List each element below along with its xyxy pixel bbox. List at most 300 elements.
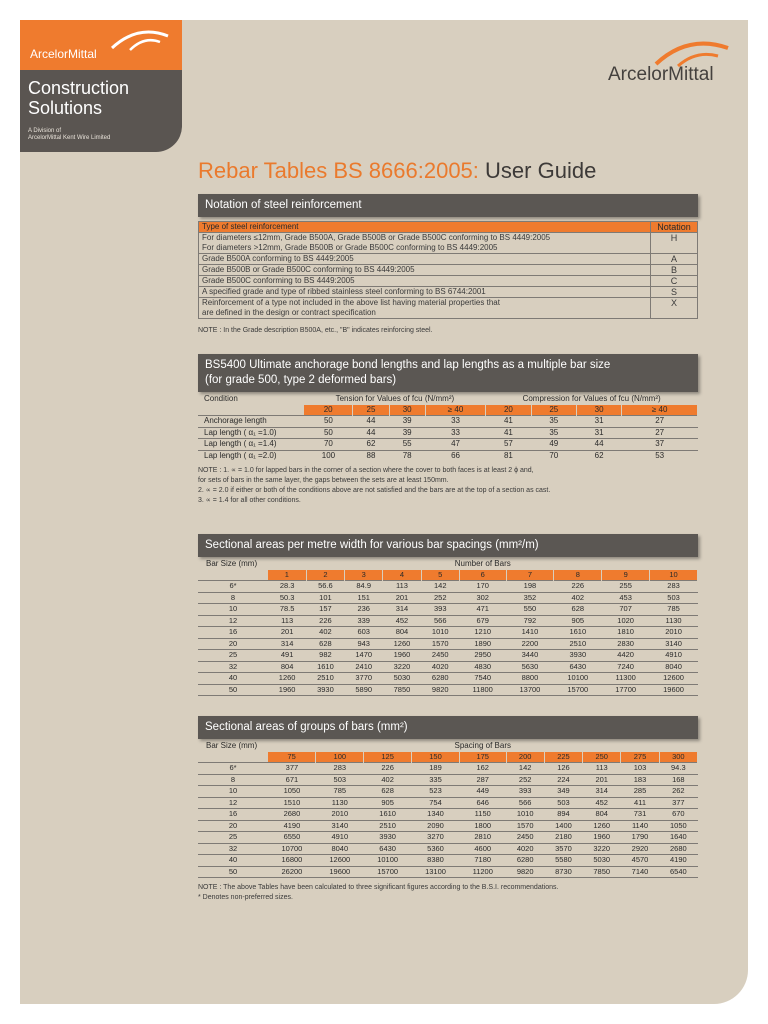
cell: 302 (459, 592, 506, 604)
cell: 1610 (306, 661, 344, 673)
notation-code: A (651, 254, 698, 265)
cell: 4190 (268, 820, 316, 832)
row-label: Lap length ( α₁ =2.0) (198, 450, 304, 461)
col-condition-header: Condition (204, 394, 238, 403)
cell: 28.3 (268, 581, 306, 593)
cell: 453 (602, 592, 650, 604)
cell: 4910 (316, 832, 364, 844)
cell: 6280 (421, 673, 459, 685)
subheader-cell: 150 (412, 752, 460, 763)
subheader-cell: 225 (544, 752, 582, 763)
subheader-row (198, 752, 698, 763)
cell: 50 (304, 416, 353, 428)
cell: 252 (506, 774, 544, 786)
bar-size-cell: 6* (198, 763, 268, 775)
table-row (199, 276, 698, 287)
cell: 5030 (383, 673, 421, 685)
subheader-cell: 30 (389, 405, 425, 416)
cell: 13700 (506, 684, 554, 696)
cell: 3140 (316, 820, 364, 832)
cell: 12600 (316, 855, 364, 867)
cell: 1610 (554, 627, 602, 639)
cell: 113 (268, 615, 306, 627)
table-row (198, 592, 698, 604)
cell: 4020 (421, 661, 459, 673)
bar-size-cell: 16 (198, 809, 268, 821)
cell: 16800 (268, 855, 316, 867)
cell: 943 (345, 638, 383, 650)
subheader-cell: ≥ 40 (622, 405, 698, 416)
cell: 628 (554, 604, 602, 616)
division-title-line1: Construction (28, 78, 130, 98)
cell: 785 (650, 604, 698, 616)
cell: 10100 (554, 673, 602, 685)
cell: 1140 (621, 820, 659, 832)
cell: 1260 (383, 638, 421, 650)
cell: 2200 (506, 638, 554, 650)
cell: 78.5 (268, 604, 306, 616)
bar-size-cell: 12 (198, 797, 268, 809)
table-row (198, 843, 698, 855)
cell: 27 (622, 427, 698, 439)
cell: 62 (576, 450, 621, 461)
cell: 314 (383, 604, 421, 616)
cell: 1020 (602, 615, 650, 627)
bar-size-cell: 40 (198, 673, 268, 685)
cell: 491 (268, 650, 306, 662)
cell: 449 (459, 786, 506, 798)
cell: 47 (425, 439, 485, 451)
cell: 754 (412, 797, 460, 809)
table-row (198, 638, 698, 650)
cell: 1960 (268, 684, 306, 696)
cell: 707 (602, 604, 650, 616)
col-tension-header: Tension for Values of fcu (N/mm²) (335, 394, 455, 403)
notation-panel (198, 194, 698, 336)
bar-size-cell: 6* (198, 581, 268, 593)
notation-heading: Notation of steel reinforcement (198, 194, 698, 217)
notation-text: Grade B500C conforming to BS 4449:2005 (199, 276, 651, 287)
cell: 168 (659, 774, 697, 786)
cell: 646 (459, 797, 506, 809)
cell: 3220 (383, 661, 421, 673)
table-row (198, 684, 698, 696)
row-label: Anchorage length (198, 416, 304, 428)
subheader-cell: 6 (459, 570, 506, 581)
table-row (198, 832, 698, 844)
cell: 39 (389, 427, 425, 439)
notation-code: B (651, 265, 698, 276)
cell: 151 (345, 592, 383, 604)
subheader-cell: 1 (268, 570, 306, 581)
bond-note-line: NOTE : 1. ∝ = 1.0 for lapped bars in the corner of a section where the cover to both faces is at least 2 ϕ and, (198, 467, 534, 474)
cell: 550 (506, 604, 554, 616)
cell: 27 (622, 416, 698, 428)
cell: 66 (425, 450, 485, 461)
division-title-line2: Solutions (28, 98, 103, 118)
cell: 287 (459, 774, 506, 786)
cell: 19600 (650, 684, 698, 696)
cell: 1640 (659, 832, 697, 844)
table-row (199, 233, 698, 254)
page-title-tail: User Guide (478, 158, 597, 183)
groups-meta-row (198, 741, 698, 752)
cell: 314 (583, 786, 621, 798)
cell: 201 (268, 627, 306, 639)
subheader-cell: 75 (268, 752, 316, 763)
col-notation-header: Notation (651, 222, 698, 233)
subheader-cell: 7 (506, 570, 554, 581)
cell: 411 (621, 797, 659, 809)
division-panel (20, 70, 182, 152)
cell: 804 (383, 627, 421, 639)
bond-table (198, 394, 698, 461)
cell: 1260 (268, 673, 306, 685)
cell: 236 (345, 604, 383, 616)
subheader-cell: 3 (345, 570, 383, 581)
corner-logo-name: ArcelorMittal (608, 64, 714, 85)
cell: 5630 (506, 661, 554, 673)
subheader-cell: 175 (459, 752, 506, 763)
cell: 88 (353, 450, 389, 461)
cell: 6280 (506, 855, 544, 867)
groups-heading: Sectional areas of groups of bars (mm²) (198, 716, 698, 739)
groups-note (198, 883, 698, 903)
cell: 792 (506, 615, 554, 627)
cell: 6540 (659, 866, 697, 878)
cell: 905 (554, 615, 602, 627)
cell: 113 (383, 581, 421, 593)
cell: 2010 (316, 809, 364, 821)
cell: 4600 (459, 843, 506, 855)
groups-note-line: NOTE : The above Tables have been calculated to three significant figures according to the B.S.I. recommendations. (198, 884, 559, 891)
cell: 905 (364, 797, 412, 809)
bond-note-line: 3. ∝ = 1.4 for all other conditions. (198, 497, 301, 504)
cell: 7850 (383, 684, 421, 696)
cell: 1610 (364, 809, 412, 821)
subheader-cell: 30 (576, 405, 621, 416)
page-title-lead: Rebar Tables BS 8666:2005: (198, 158, 479, 183)
notation-code: X (651, 298, 698, 319)
cell: 49 (531, 439, 576, 451)
cell: 1400 (544, 820, 582, 832)
spacing-panel (198, 534, 698, 696)
cell: 2450 (421, 650, 459, 662)
cell: 50 (304, 427, 353, 439)
cell: 1510 (268, 797, 316, 809)
cell: 349 (544, 786, 582, 798)
cell: 11300 (602, 673, 650, 685)
cell: 5580 (544, 855, 582, 867)
cell: 2950 (459, 650, 506, 662)
subheader-row (198, 570, 698, 581)
cell: 402 (554, 592, 602, 604)
cell: 1960 (383, 650, 421, 662)
cell: 335 (412, 774, 460, 786)
cell: 126 (544, 763, 582, 775)
cell: 1340 (412, 809, 460, 821)
cell: 1010 (506, 809, 544, 821)
cell: 70 (304, 439, 353, 451)
table-row (198, 450, 698, 461)
notation-text: are defined in the design or contract specification (202, 308, 376, 317)
cell: 11200 (459, 866, 506, 878)
row-label: Lap length ( α₁ =1.4) (198, 439, 304, 451)
cell: 1810 (602, 627, 650, 639)
cell: 201 (583, 774, 621, 786)
cell: 1050 (268, 786, 316, 798)
notation-header-row (199, 222, 698, 233)
cell: 201 (383, 592, 421, 604)
bond-heading-line2: (for grade 500, type 2 deformed bars) (205, 374, 397, 386)
col-size-header: Bar Size (mm) (206, 559, 258, 568)
table-row (198, 581, 698, 593)
cell: 3930 (364, 832, 412, 844)
cell: 1050 (659, 820, 697, 832)
cell: 57 (486, 439, 531, 451)
cell: 3570 (544, 843, 582, 855)
bond-note (198, 466, 698, 506)
bar-size-cell: 40 (198, 855, 268, 867)
subheader-cell: 20 (486, 405, 531, 416)
cell: 4830 (459, 661, 506, 673)
groups-panel (198, 716, 698, 903)
cell: 44 (353, 427, 389, 439)
cell: 37 (622, 439, 698, 451)
subheader-cell: 275 (621, 752, 659, 763)
arcelormittal-swoosh-icon (652, 34, 732, 68)
cell: 100 (304, 450, 353, 461)
cell: 452 (383, 615, 421, 627)
cell: 471 (459, 604, 506, 616)
bond-heading-line1: BS5400 Ultimate anchorage bond lengths and lap lengths as a multiple bar size (205, 359, 611, 371)
cell: 1260 (583, 820, 621, 832)
cell: 731 (621, 809, 659, 821)
cell: 35 (531, 416, 576, 428)
cell: 10100 (364, 855, 412, 867)
cell: 283 (316, 763, 364, 775)
cell: 393 (421, 604, 459, 616)
cell: 7140 (621, 866, 659, 878)
division-subtitle-line1: A Division of (28, 128, 62, 134)
subheader-cell: 20 (304, 405, 353, 416)
table-row (198, 866, 698, 878)
bar-size-cell: 10 (198, 604, 268, 616)
table-row (198, 763, 698, 775)
division-subtitle-line2: ArcelorMittal Kent Wire Limited (28, 135, 111, 141)
cell: 1130 (650, 615, 698, 627)
cell: 2680 (659, 843, 697, 855)
table-row (199, 254, 698, 265)
cell: 1410 (506, 627, 554, 639)
cell: 78 (389, 450, 425, 461)
spacing-table (198, 559, 698, 696)
cell: 2510 (306, 673, 344, 685)
subheader-cell: ≥ 40 (425, 405, 485, 416)
notation-code: C (651, 276, 698, 287)
cell: 1150 (459, 809, 506, 821)
subheader-cell: 2 (306, 570, 344, 581)
col-group-header: Spacing of Bars (454, 741, 511, 750)
table-row (198, 661, 698, 673)
cell: 33 (425, 427, 485, 439)
subheader-cell: 4 (383, 570, 421, 581)
cell: 103 (621, 763, 659, 775)
cell: 7180 (459, 855, 506, 867)
bar-size-cell: 50 (198, 684, 268, 696)
cell: 628 (306, 638, 344, 650)
cell: 8040 (316, 843, 364, 855)
cell: 3770 (345, 673, 383, 685)
cell: 31 (576, 416, 621, 428)
cell: 3930 (306, 684, 344, 696)
cell: 4020 (506, 843, 544, 855)
groups-table (198, 741, 698, 878)
cell: 142 (506, 763, 544, 775)
corner-logo (594, 34, 734, 94)
cell: 5360 (412, 843, 460, 855)
cell: 1130 (316, 797, 364, 809)
bar-size-cell: 32 (198, 661, 268, 673)
cell: 5890 (345, 684, 383, 696)
cell: 15700 (554, 684, 602, 696)
spacing-heading: Sectional areas per metre width for various bar spacings (mm²/m) (198, 534, 698, 557)
arcelormittal-swoosh-icon (108, 24, 172, 52)
notation-note: NOTE : In the Grade description B500A, etc., "B" indicates reinforcing steel. (198, 327, 433, 334)
cell: 314 (268, 638, 306, 650)
notation-code: H (651, 233, 698, 254)
cell: 4570 (621, 855, 659, 867)
bar-size-cell: 10 (198, 786, 268, 798)
cell: 31 (576, 427, 621, 439)
table-row (198, 673, 698, 685)
cell: 101 (306, 592, 344, 604)
cell: 224 (544, 774, 582, 786)
cell: 17700 (602, 684, 650, 696)
table-row (198, 416, 698, 428)
cell: 9820 (421, 684, 459, 696)
bar-size-cell: 50 (198, 866, 268, 878)
cell: 226 (554, 581, 602, 593)
cell: 15700 (364, 866, 412, 878)
cell: 50.3 (268, 592, 306, 604)
cell: 2010 (650, 627, 698, 639)
cell: 503 (650, 592, 698, 604)
notation-table (198, 221, 698, 319)
cell: 9820 (506, 866, 544, 878)
table-row (198, 604, 698, 616)
table-row (198, 650, 698, 662)
bar-size-cell: 8 (198, 774, 268, 786)
cell: 162 (459, 763, 506, 775)
cell: 198 (506, 581, 554, 593)
cell: 113 (583, 763, 621, 775)
subheader-cell: 25 (353, 405, 389, 416)
cell: 39 (389, 416, 425, 428)
cell: 7540 (459, 673, 506, 685)
spacing-meta-row (198, 559, 698, 570)
cell: 84.9 (345, 581, 383, 593)
cell: 10700 (268, 843, 316, 855)
cell: 41 (486, 416, 531, 428)
cell: 393 (506, 786, 544, 798)
cell: 44 (576, 439, 621, 451)
cell: 628 (364, 786, 412, 798)
cell: 1470 (345, 650, 383, 662)
cell: 523 (412, 786, 460, 798)
cell: 2920 (621, 843, 659, 855)
cell: 189 (412, 763, 460, 775)
cell: 603 (345, 627, 383, 639)
table-row (198, 627, 698, 639)
cell: 7240 (602, 661, 650, 673)
bar-size-cell: 16 (198, 627, 268, 639)
cell: 2450 (506, 832, 544, 844)
table-row (198, 809, 698, 821)
cell: 56.6 (306, 581, 344, 593)
subheader-cell: 200 (506, 752, 544, 763)
cell: 377 (268, 763, 316, 775)
cell: 566 (506, 797, 544, 809)
cell: 183 (621, 774, 659, 786)
table-row (198, 427, 698, 439)
bond-heading (198, 354, 698, 392)
notation-text: For diameters ≤12mm, Grade B500A, Grade B500B or Grade B500C conforming to BS 4449:2005 (202, 233, 551, 242)
subheader-cell: 125 (364, 752, 412, 763)
cell: 157 (306, 604, 344, 616)
bond-panel (198, 354, 698, 506)
cell: 503 (316, 774, 364, 786)
subheader-cell: 100 (316, 752, 364, 763)
cell: 1570 (506, 820, 544, 832)
subheader-cell: 5 (421, 570, 459, 581)
cell: 452 (583, 797, 621, 809)
cell: 3930 (554, 650, 602, 662)
cell: 352 (506, 592, 554, 604)
notation-code: S (651, 287, 698, 298)
cell: 285 (621, 786, 659, 798)
subheader-cell: 25 (531, 405, 576, 416)
cell: 11800 (459, 684, 506, 696)
cell: 142 (421, 581, 459, 593)
brand-logo-name: ArcelorMittal (30, 47, 97, 61)
table-row (198, 439, 698, 451)
table-row (198, 615, 698, 627)
cell: 785 (316, 786, 364, 798)
cell: 1790 (621, 832, 659, 844)
row-label: Lap length ( α₁ =1.0) (198, 427, 304, 439)
cell: 6550 (268, 832, 316, 844)
col-compression-header: Compression for Values of fcu (N/mm²) (522, 394, 661, 403)
cell: 2830 (602, 638, 650, 650)
cell: 8040 (650, 661, 698, 673)
table-row (199, 287, 698, 298)
cell: 804 (583, 809, 621, 821)
cell: 262 (659, 786, 697, 798)
cell: 170 (459, 581, 506, 593)
cell: 7850 (583, 866, 621, 878)
cell: 2180 (544, 832, 582, 844)
cell: 1210 (459, 627, 506, 639)
cell: 6430 (364, 843, 412, 855)
bar-size-cell: 32 (198, 843, 268, 855)
cell: 2510 (554, 638, 602, 650)
cell: 1960 (583, 832, 621, 844)
cell: 679 (459, 615, 506, 627)
notation-text: For diameters >12mm, Grade B500B or Grade B500C conforming to BS 4449:2005 (202, 243, 498, 252)
subheader-cell: 10 (650, 570, 698, 581)
cell: 4190 (659, 855, 697, 867)
